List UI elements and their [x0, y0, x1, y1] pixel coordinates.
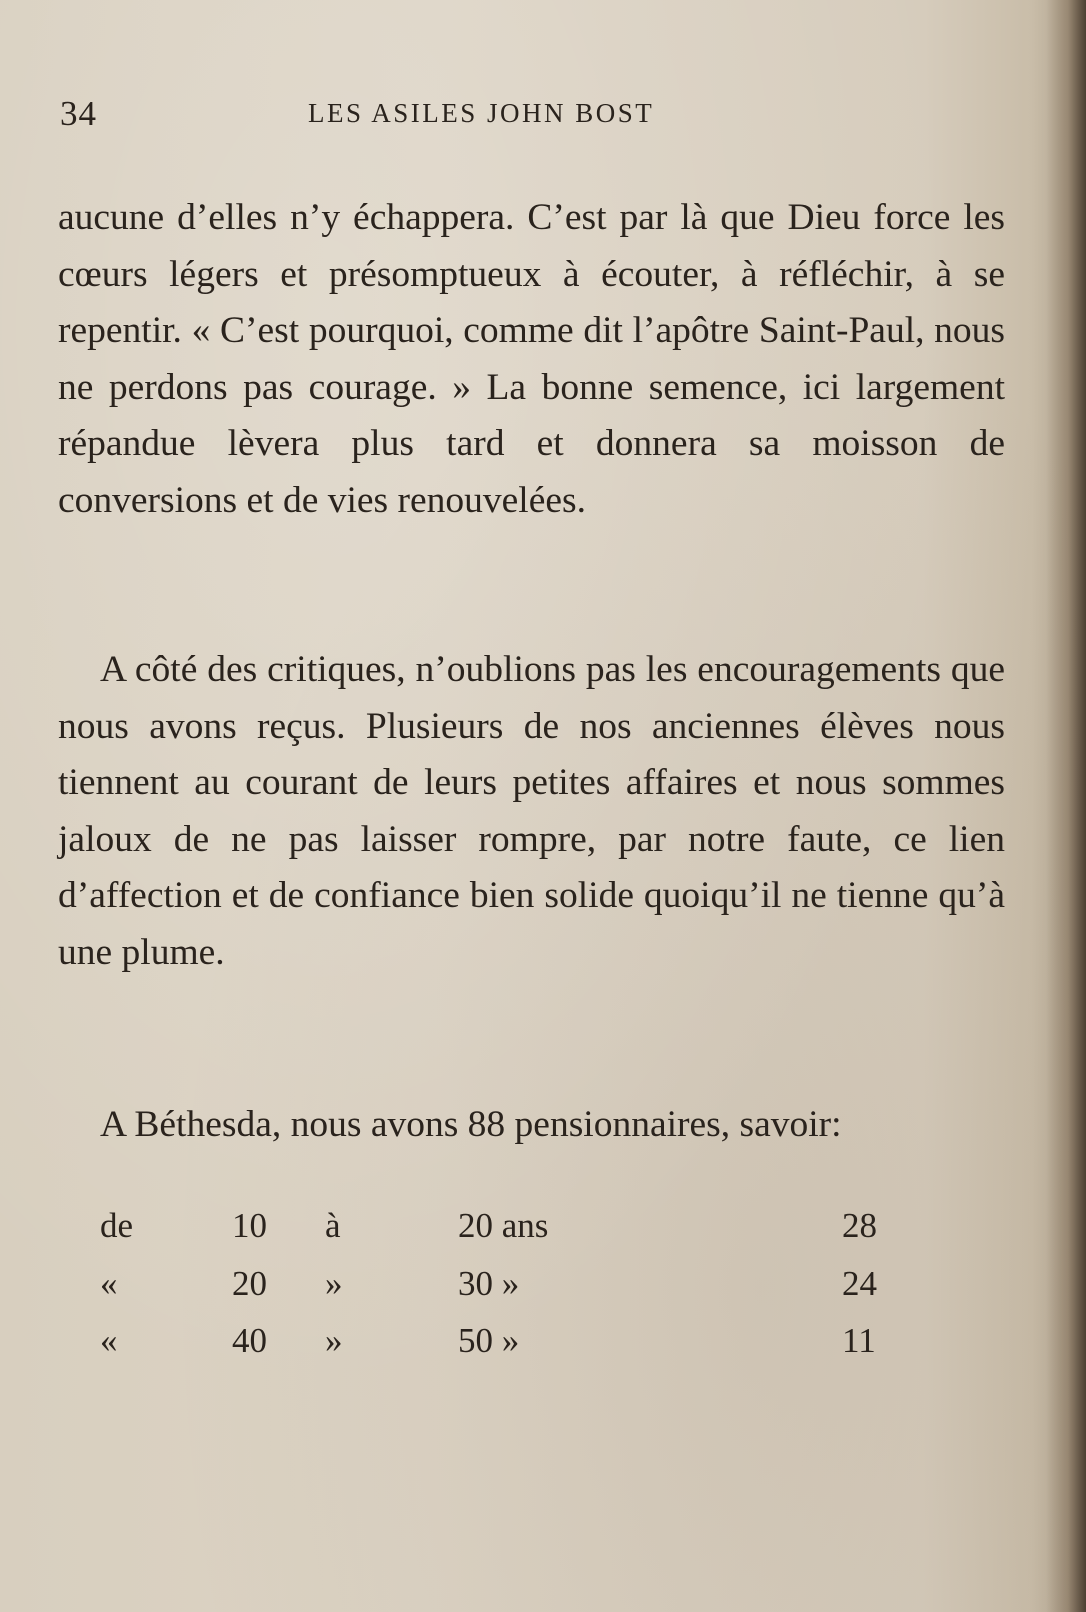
row-prefix: de — [100, 1206, 134, 1245]
paragraph-3: A Béthesda, nous avons 88 pensionnaires, savoir: — [100, 1104, 842, 1145]
row-to-word: » — [325, 1321, 343, 1360]
row-to-word: à — [325, 1206, 341, 1245]
row-count: 11 — [842, 1321, 876, 1360]
row-to-age: 20 ans — [458, 1206, 549, 1245]
row-prefix: « — [100, 1264, 118, 1303]
row-count: 28 — [842, 1206, 877, 1245]
row-prefix: « — [100, 1321, 118, 1360]
paragraph-2: A côté des critiques, n’oublions pas les encouragements que nous avons reçus. Plusieurs de nos anciennes élèves nous tiennent au courant de leurs petites affaires et nous sommes jaloux de ne pas laisser rompre, par notre faute, ce lien d’affection et de confiance bien solide quoiqu’il ne tienne qu’à une plume. — [58, 649, 1005, 973]
running-title: LES ASILES JOHN BOST — [308, 98, 655, 128]
row-to-age: 30 » — [458, 1264, 520, 1303]
table-row — [0, 1321, 1086, 1371]
page-number: 34 — [60, 94, 97, 133]
row-to-word: » — [325, 1264, 343, 1303]
row-from-age: 10 — [232, 1206, 267, 1245]
row-to-age: 50 » — [458, 1321, 520, 1360]
table-row — [0, 1206, 1086, 1256]
table-row — [0, 1264, 1086, 1314]
paragraph-1: aucune d’elles n’y échappera. C’est par là que Dieu force les cœurs légers et présomptueux à écouter, à réfléchir, à se repentir. « C’est pourquoi, comme dit l’apôtre Saint-Paul, nous ne perdons pas courage. » La bonne semence, ici largement répandue lèvera plus tard et donnera sa moisson de conversions et de vies renouvelées. — [58, 197, 1005, 521]
row-count: 24 — [842, 1264, 877, 1303]
running-head — [60, 94, 1000, 134]
row-from-age: 40 — [232, 1321, 267, 1360]
row-from-age: 20 — [232, 1264, 267, 1303]
